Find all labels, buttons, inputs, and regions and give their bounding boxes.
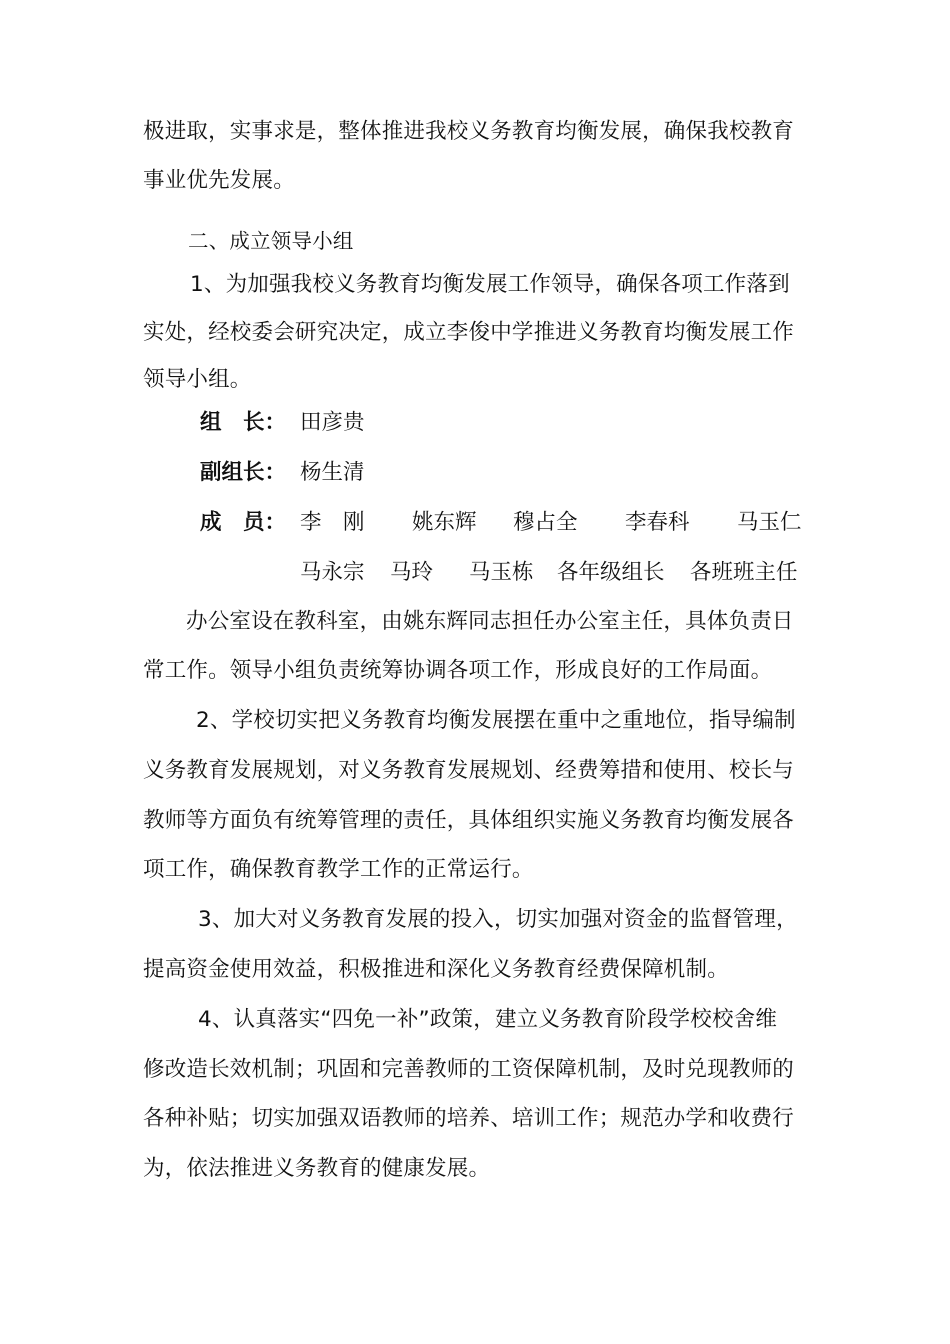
office-line-2: 常工作。领导小组负责统筹协调各项工作，形成良好的工作局面。 (143, 658, 773, 683)
item4-line-1: 4、认真落实“四免一补”政策，建立义务教育阶段学校校舍维 (198, 1007, 778, 1032)
item1-line-2: 实处，经校委会研究决定，成立李俊中学推进义务教育均衡发展工作 (143, 320, 795, 345)
office-line-1: 办公室设在教科室，由姚东辉同志担任办公室主任，具体负责日 (186, 609, 794, 634)
member-name: 穆占全 (513, 510, 578, 535)
item3-line-2: 提高资金使用效益，积极推进和深化义务教育经费保障机制。 (143, 957, 729, 982)
item4-line-4: 为，依法推进义务教育的健康发展。 (143, 1156, 491, 1181)
item1-line-1: 1、为加强我校义务教育均衡发展工作领导，确保各项工作落到 (190, 272, 790, 297)
member-name: 各年级组长 (557, 560, 665, 585)
item2-line-2: 义务教育发展规划，对义务教育发展规划、经费筹措和使用、校长与 (143, 758, 795, 783)
item2-line-4: 项工作，确保教育教学工作的正常运行。 (143, 857, 534, 882)
member-name: 姚东辉 (412, 510, 477, 535)
member-name: 各班班主任 (690, 560, 798, 585)
item2-line-1: 2、学校切实把义务教育均衡发展摆在重中之重地位，指导编制 (196, 708, 796, 733)
member-name: 马玉栋 (469, 560, 534, 585)
intro-line-1: 极进取，实事求是，整体推进我校义务教育均衡发展，确保我校教育 (143, 119, 795, 144)
member-name: 李 刚 (300, 510, 365, 535)
intro-line-2: 事业优先发展。 (143, 168, 295, 193)
item4-line-3: 各种补贴；切实加强双语教师的培养、培训工作；规范办学和收费行 (143, 1106, 795, 1131)
item4-line-2: 修改造长效机制；巩固和完善教师的工资保障机制，及时兑现教师的 (143, 1057, 795, 1082)
member-name: 马永宗 (300, 560, 365, 585)
members-label: 成 员： (200, 510, 287, 535)
item2-line-3: 教师等方面负有统筹管理的责任，具体组织实施义务教育均衡发展各 (143, 808, 795, 833)
section-heading: 二、成立领导小组 (188, 229, 354, 253)
leader-name: 田彦贵 (300, 410, 365, 435)
member-name: 李春科 (625, 510, 690, 535)
item3-line-1: 3、加大对义务教育发展的投入，切实加强对资金的监督管理， (198, 907, 798, 932)
item1-line-3: 领导小组。 (143, 367, 252, 392)
leader-label: 组 长： (200, 410, 287, 435)
member-name: 马玲 (390, 560, 434, 585)
member-name: 马玉仁 (737, 510, 802, 535)
deputy-name: 杨生清 (300, 460, 365, 485)
deputy-label: 副组长： (200, 460, 287, 485)
